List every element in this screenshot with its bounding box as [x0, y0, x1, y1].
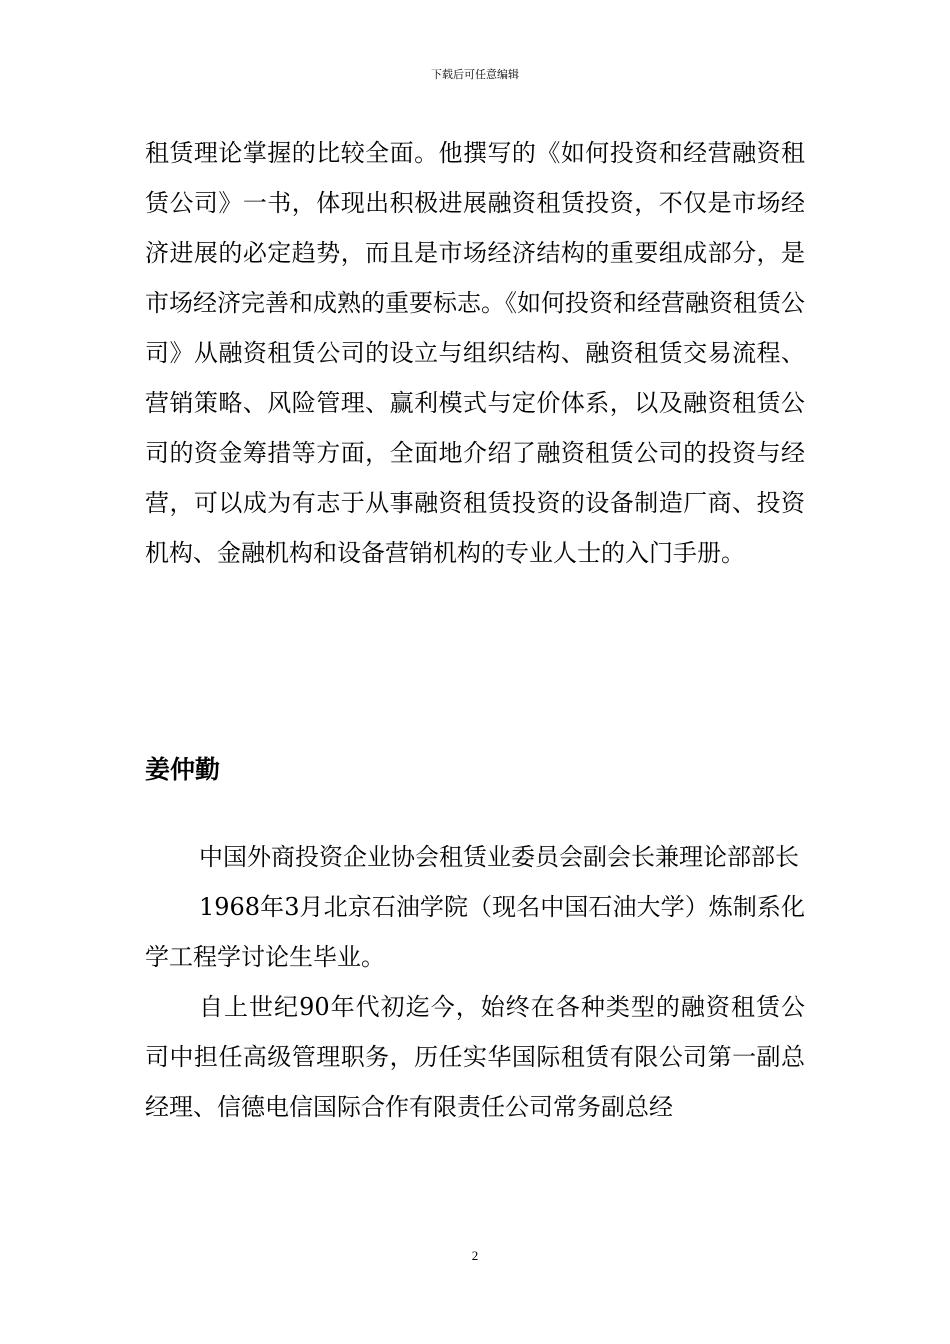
bio-paragraph-career: 自上世纪90年代初迄今，始终在各种类型的融资租赁公司中担任高级管理职务，历任实华国际租赁有限公司第一副总经理、信德电信国际合作有限责任公司常务副总经 — [145, 993, 805, 1121]
page-header: 下载后可任意编辑 — [431, 68, 519, 81]
intro-section — [145, 128, 805, 628]
bio-paragraph-position: 中国外商投资企业协会租赁业委员会副会长兼理论部部长 — [199, 843, 799, 871]
section-body — [145, 832, 805, 1132]
page-number: 2 — [471, 1248, 479, 1263]
intro-paragraph: 租赁理论掌握的比较全面。他撰写的《如何投资和经营融资租赁公司》一书，体现出积极进展融资租赁投资，不仅是市场经济进展的必定趋势，而且是市场经济结构的重要组成部分，是市场经济完善和成熟的重要标志。《如何投资和经营融资租赁公司》从融资租赁公司的设立与组织结构、融资租赁交易流程、营销策略、风险管理、赢利模式与定价体系，以及融资租赁公司的资金筹措等方面，全面地介绍了融资租赁公司的投资与经营，可以成为有志于从事融资租赁投资的设备制造厂商、投资机构、金融机构和设备营销机构的专业人士的入门手册。 — [145, 139, 805, 567]
section-title: 姜仲勤 — [145, 755, 221, 784]
bio-paragraph-education: 1968年3月北京石油学院（现名中国石油大学）炼制系化学工程学讨论生毕业。 — [145, 893, 805, 971]
